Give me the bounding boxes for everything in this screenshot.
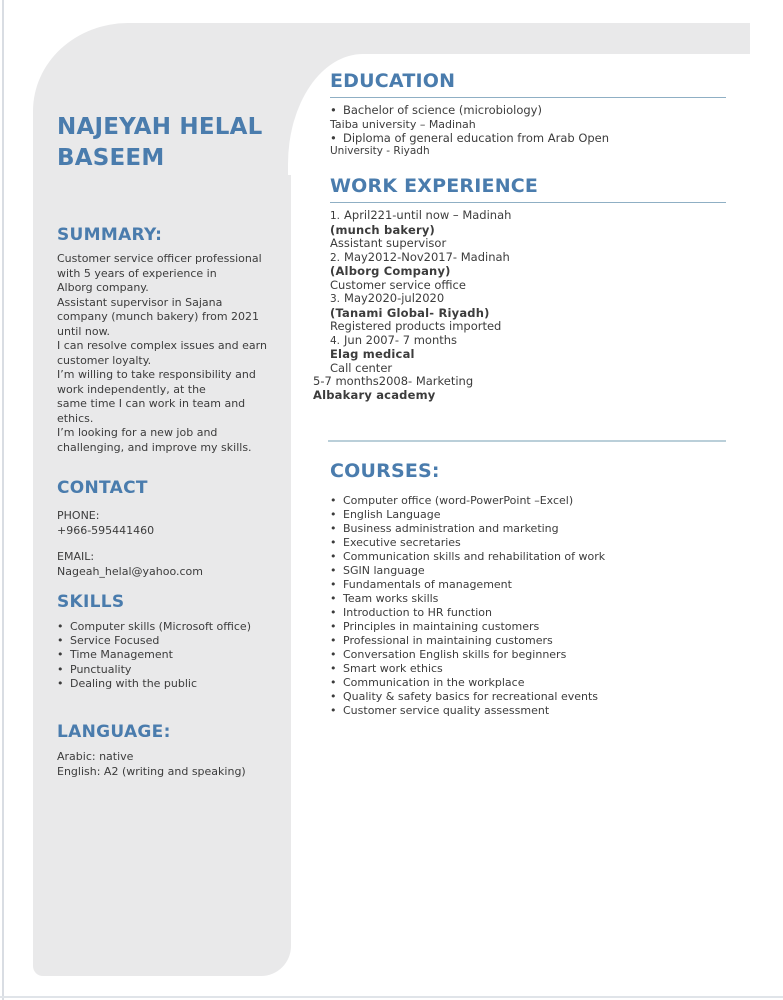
course-item [330, 550, 726, 564]
course-label: Professional in maintaining customers [343, 634, 553, 648]
bullet-icon [57, 663, 70, 677]
phone-label: PHONE: [57, 509, 100, 522]
education-text: Bachelor of science (microbiology) [343, 103, 542, 117]
course-label: Communication in the workplace [343, 676, 525, 690]
course-label: Quality & safety basics for recreational events [343, 690, 599, 704]
work-entry-number: 1. [330, 210, 341, 223]
course-label: SGIN language [343, 564, 425, 578]
skill-item [57, 634, 285, 648]
work-entry-date-text: April221-until now – Madinah [344, 208, 512, 223]
education-item [330, 132, 726, 146]
summary-line: Customer service officer professional [57, 252, 262, 265]
education-subtext: University - Riyadh [330, 145, 430, 158]
bullet-icon [330, 536, 343, 550]
course-item [330, 494, 726, 508]
skill-item [57, 620, 285, 634]
course-label: Principles in maintaining customers [343, 620, 540, 634]
course-item [330, 592, 726, 606]
work-entry-date [330, 251, 726, 266]
work-entry-date: 5-7 months2008- Marketing [313, 374, 474, 389]
bullet-icon [330, 606, 343, 620]
work-entry-role: Registered products imported [330, 319, 502, 334]
courses-heading: COURSES: [330, 460, 440, 483]
email-value: Nageah_helal@yahoo.com [57, 565, 204, 578]
language-heading: LANGUAGE: [57, 722, 171, 743]
bullet-icon [330, 578, 343, 592]
phone-value: +966-595441460 [57, 524, 155, 537]
course-item [330, 676, 726, 690]
course-label: Business administration and marketing [343, 522, 559, 536]
work-experience-list [313, 208, 726, 402]
bullet-icon [57, 634, 70, 648]
summary-line: I’m looking for a new job and [57, 426, 218, 439]
contact-block [57, 508, 285, 579]
course-item [330, 620, 726, 634]
course-item [330, 648, 726, 662]
summary-line: challenging, and improve my skills. [57, 440, 252, 454]
bullet-icon [330, 620, 343, 634]
course-label: Executive secretaries [343, 536, 461, 550]
language-line: Arabic: native [57, 750, 134, 764]
bullet-icon [57, 677, 70, 691]
work-entry-date [330, 334, 726, 349]
work-entry-date-text: Jun 2007- 7 months [344, 332, 458, 347]
name-line-1: NAJEYAH HELAL [57, 114, 263, 140]
skill-item [57, 648, 285, 662]
summary-line: I can resolve complex issues and earn [57, 339, 267, 352]
bullet-icon [330, 550, 343, 564]
summary-line: company (munch bakery) from 2021 [57, 310, 260, 323]
course-item [330, 536, 726, 550]
skill-item [57, 663, 285, 677]
summary-line: Alborg company. [57, 281, 149, 294]
course-label: Customer service quality assessment [343, 704, 550, 718]
course-item [330, 564, 726, 578]
left-edge-line [2, 0, 4, 1000]
course-label: Team works skills [343, 592, 439, 606]
summary-line: Assistant supervisor in Sajana [57, 295, 223, 309]
skill-label: Dealing with the public [70, 676, 198, 690]
bullet-icon [330, 564, 343, 578]
summary-line: I’m willing to take responsibility and [57, 368, 256, 381]
skills-heading: SKILLS [57, 592, 125, 612]
bullet-icon [330, 592, 343, 606]
summary-line: ethics. [57, 411, 94, 425]
candidate-name [57, 112, 285, 174]
contact-gap [57, 538, 285, 549]
education-item [330, 104, 726, 118]
course-item [330, 508, 726, 522]
language-block [57, 749, 285, 779]
course-item [330, 606, 726, 620]
bullet-icon [330, 508, 343, 522]
skill-label: Punctuality [70, 662, 132, 676]
bullet-icon [57, 620, 70, 634]
bullet-icon [330, 704, 343, 718]
sidebar [57, 112, 285, 779]
bullet-icon [330, 676, 343, 690]
education-subtext: Taiba university – Madinah [330, 117, 476, 131]
bullet-icon [330, 662, 343, 676]
skill-label: Service Focused [70, 634, 160, 648]
course-label: Introduction to HR function [343, 606, 492, 620]
summary-line: until now. [57, 324, 111, 338]
skill-label: Computer skills (Microsoft office) [70, 620, 251, 633]
work-entry-role: Call center [330, 360, 393, 375]
summary-line: work independently, at the [57, 382, 206, 396]
work-entry-company: Albakary academy [313, 387, 436, 402]
work-entry-role: Customer service office [330, 277, 466, 292]
education-heading: EDUCATION [330, 70, 726, 98]
work-entry-date-text: May2020-jul2020 [344, 291, 445, 306]
course-item [330, 662, 726, 676]
bullet-icon [330, 104, 343, 118]
course-item [330, 578, 726, 592]
course-item [330, 634, 726, 648]
bullet-icon [330, 494, 343, 508]
work-entry-company: Elag medical [330, 347, 415, 362]
bullet-icon [330, 648, 343, 662]
main-column [313, 70, 726, 718]
skill-label: Time Management [70, 648, 173, 662]
bullet-icon [330, 132, 343, 146]
course-item [330, 704, 726, 718]
courses-list [330, 494, 726, 718]
bullet-icon [330, 690, 343, 704]
work-entry-date [330, 209, 726, 224]
course-item [330, 690, 726, 704]
course-label: Smart work ethics [343, 662, 443, 676]
section-divider [328, 440, 726, 442]
bullet-icon [330, 634, 343, 648]
language-line: English: A2 (writing and speaking) [57, 765, 246, 779]
summary-heading: SUMMARY: [57, 225, 163, 245]
course-item [330, 522, 726, 536]
work-entry-number: 4. [330, 334, 341, 347]
contact-heading: CONTACT [57, 478, 148, 498]
bullet-icon [57, 648, 70, 662]
email-label: EMAIL: [57, 550, 95, 563]
skills-list [57, 620, 285, 691]
name-line-2: BASEEM [57, 145, 165, 171]
bullet-icon [330, 522, 343, 536]
work-entry-number: 2. [330, 251, 341, 264]
bottom-edge-line [0, 996, 783, 998]
course-label: Communication skills and rehabilitation of work [343, 550, 606, 564]
summary-line: customer loyalty. [57, 353, 152, 367]
work-entry-role: Assistant supervisor [330, 236, 447, 251]
education-text: Diploma of general education from Arab Open [343, 130, 610, 145]
education-list [330, 104, 726, 159]
work-entry-date-text: May2012-Nov2017- Madinah [344, 249, 510, 264]
summary-line: same time I can work in team and [57, 397, 246, 410]
course-label: Fundamentals of management [343, 578, 512, 592]
course-label: Conversation English skills for beginners [343, 648, 567, 662]
summary-line: with 5 years of experience in [57, 266, 217, 280]
skill-item [57, 677, 285, 691]
course-label: Computer office (word-PowerPoint –Excel) [343, 494, 574, 508]
work-entry-number: 3. [330, 293, 341, 306]
work-entry-company: (munch bakery) [330, 222, 435, 237]
summary-text [57, 252, 285, 455]
work-experience-heading: WORK EXPERIENCE [330, 175, 726, 203]
work-entry-company: (Tanami Global- Riyadh) [330, 305, 490, 320]
course-label: English Language [343, 508, 441, 522]
work-entry-date [330, 292, 726, 307]
work-entry-company: (Alborg Company) [330, 264, 451, 279]
